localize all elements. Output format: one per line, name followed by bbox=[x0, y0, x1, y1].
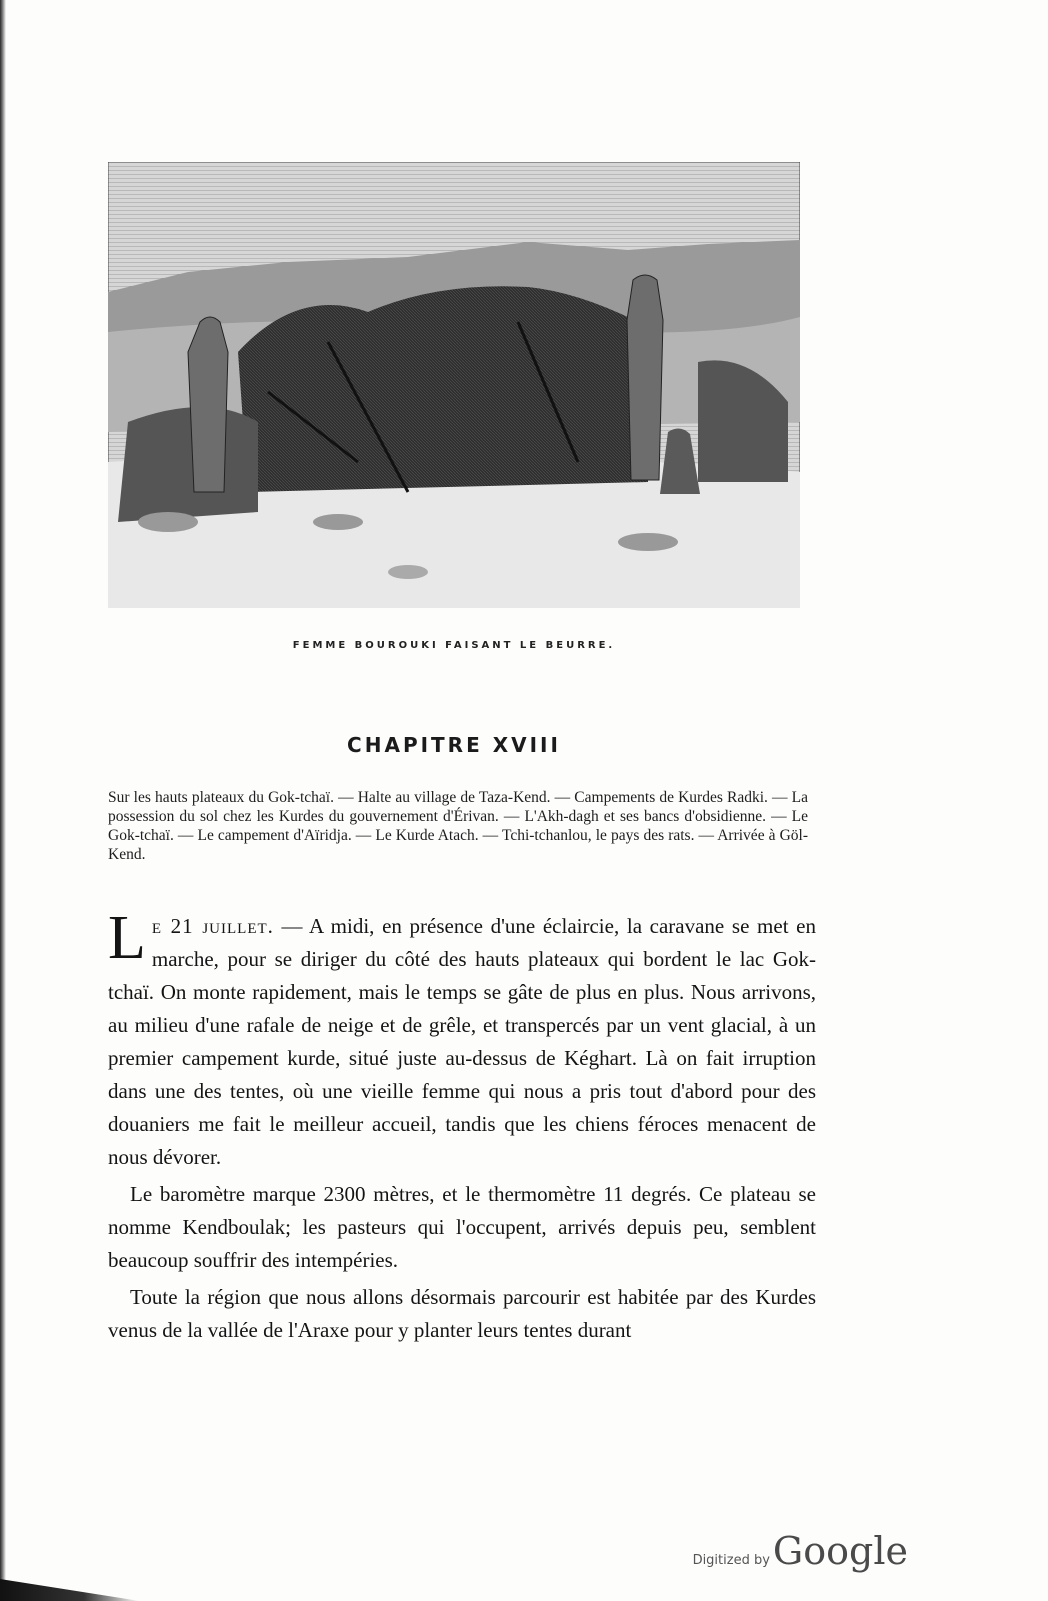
paragraph-2: Le baromètre marque 2300 mètres, et le thermomètre 11 degrés. Ce plateau se nomme Kendboulak; les pasteurs qui l'occupent, arrivés depuis peu, semblent beaucoup souffrir des intempéries. bbox=[108, 1182, 816, 1272]
paragraph-3: Toute la région que nous allons désormais parcourir est habitée par des Kurdes venus de la vallée de l'Araxe pour y planter leurs tentes durant bbox=[108, 1285, 816, 1342]
digitization-watermark bbox=[693, 1529, 908, 1573]
lead-date: e 21 juillet. bbox=[151, 914, 274, 938]
chapter-title: CHAPITRE XVIII bbox=[347, 733, 561, 757]
chapter-summary: Sur les hauts plateaux du Gok-tchaï. — Halte au village de Taza-Kend. — Campements de Kurdes Radki. — La possession du sol chez les Kurdes du gouvernement d'Érivan. — L'Akh-dagh et ses bancs d'obsidienne. — Le Gok-tchaï. — Le campement d'Aïridja. — Le Kurde Atach. — Tchi-tchanlou, le pays des rats. — Arrivée à Göl-Kend. bbox=[108, 789, 808, 863]
paragraph-1 bbox=[108, 904, 816, 1174]
drop-cap: L bbox=[108, 904, 146, 972]
google-logo: Google bbox=[772, 1529, 908, 1573]
illustration-caption: FEMME BOUROUKI FAISANT LE BEURRE. bbox=[292, 640, 616, 651]
watermark-prefix: Digitized by bbox=[692, 1553, 770, 1568]
paragraph-1-text: — A midi, en présence d'une éclaircie, la caravane se met en marche, pour se diriger du côté des hauts plateaux qui bordent le lac Gok-tchaï. On monte rapidement, mais le temps se gâte de plus en plus. Nous arrivons, au milieu d'une rafale de neige et de grêle, et transpercés par un vent glacial, à un premier campement kurde, situé juste au-dessus de Kéghart. Là on fait irruption dans une des tentes, où une vieille femme qui nous a pris tout d'abord pour des douaniers me fait le meilleur accueil, tandis que les chiens féroces menacent de nous dévorer. bbox=[108, 914, 816, 1169]
engraving-illustration bbox=[108, 162, 800, 608]
page-binding-edge bbox=[0, 0, 6, 1601]
page-corner-shadow bbox=[0, 1579, 140, 1601]
body-text bbox=[108, 904, 816, 1347]
